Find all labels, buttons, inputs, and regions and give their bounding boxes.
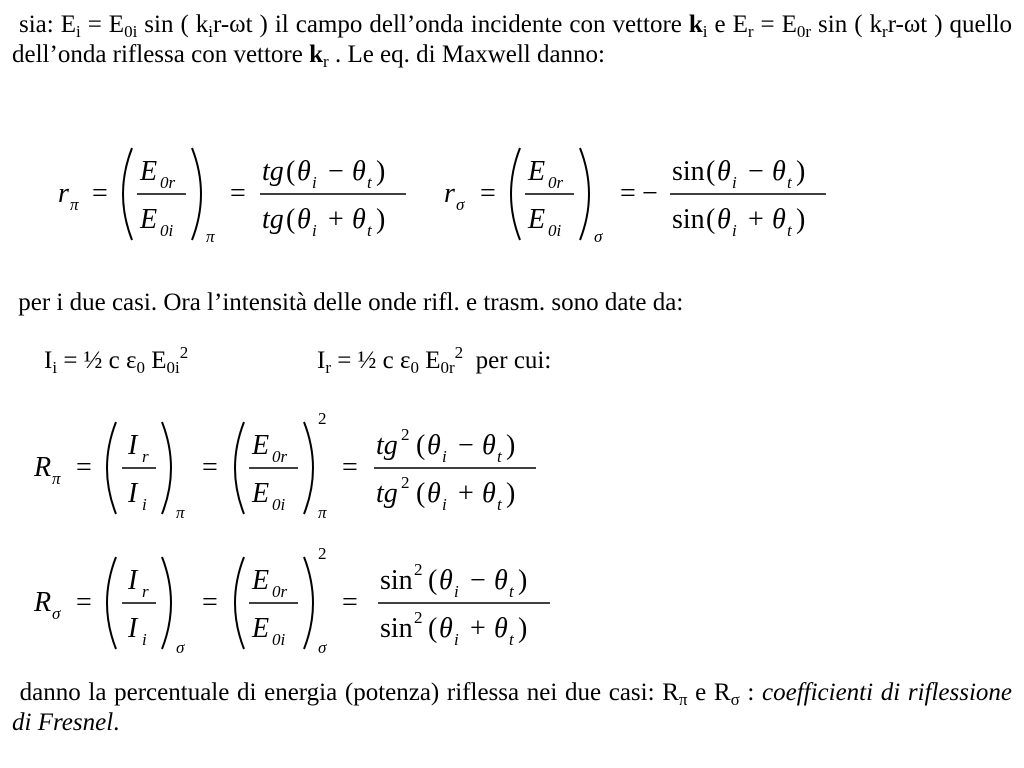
symbol-E: E [140,156,158,187]
theta: θ [297,156,311,187]
subscript-sigma: σ [52,604,61,623]
theta: θ [427,478,441,509]
symbol-R: R [34,452,52,483]
subscript: π [678,690,688,709]
paren: ) [518,565,528,596]
subscript-0i: 0i [272,495,286,514]
subscript-i: i [442,447,447,466]
subscript: r [882,22,888,41]
intro-text: sin ( k [137,11,209,38]
conclusion-text: : [739,679,755,706]
right-paren [162,422,171,514]
intro-text: e E [707,11,748,38]
sin-function: sin [380,613,413,644]
tg-function: tg [376,478,398,509]
subscript-i: i [454,582,459,601]
subscript: 0r [796,22,812,41]
subscript-r: r [142,447,149,466]
superscript-2: 2 [401,425,410,444]
subscript: r [323,52,329,71]
symbol-I: I [128,565,138,596]
symbol-r: r [444,178,455,209]
subscript-0i: 0i [272,630,286,649]
theta: θ [717,204,731,235]
subscript-i: i [142,630,147,649]
plus-sign: + [470,613,486,644]
symbol-E: E [528,156,546,187]
superscript: 2 [454,343,464,362]
subscript-t: t [509,630,514,649]
subscript-sigma: σ [176,638,185,657]
theta: θ [427,430,441,461]
intro-text: sin ( k [811,11,883,38]
subscript: 0i [124,22,138,41]
intensity-intro-text: per i due casi. Ora l’intensità delle onde rifl. e trasm. sono date da: [18,289,684,316]
left-paren [107,422,116,514]
subscript: i [702,22,708,41]
expr: = ½ c ε [331,347,411,374]
subscript: 0i [166,358,180,377]
vector-k: k [688,11,703,38]
paren: ) [376,204,386,235]
equals-sign: = [620,178,636,209]
intro-text: r-ωt ) il campo dell’onda incidente con vettore [213,11,689,38]
intro-text: sia: E [19,11,76,38]
plus-sign: + [328,204,344,235]
symbol-E: E [140,204,158,235]
paren: ( [428,613,438,644]
theta: θ [494,613,508,644]
right-paren [162,557,171,649]
symbol-E: E [252,478,270,509]
left-paren [123,148,132,240]
subscript-pi: π [318,503,327,522]
subscript-i: i [312,173,317,192]
subscript-pi: π [176,503,185,522]
subscript-i: i [454,630,459,649]
subscript-i: i [442,495,447,514]
superscript-2: 2 [414,608,423,627]
plus-sign: + [748,204,764,235]
tg-function: tg [262,204,284,235]
paren: ( [416,478,426,509]
minus-sign: − [748,156,764,187]
subscript-r: r [142,582,149,601]
symbol-E: E [252,613,270,644]
equals-sign: = [202,452,218,483]
paren: ) [506,430,516,461]
subscript-i: i [732,173,737,192]
intro-text: . Le eq. di Maxwell danno: [328,41,606,68]
intro-paragraph [12,10,1012,70]
symbol-I: I [128,478,138,509]
symbol-I: I [44,347,53,374]
subscript: r [747,22,754,41]
paren: ) [506,478,516,509]
subscript-0r: 0r [272,447,288,466]
paren: ) [376,156,386,187]
subscript: i [52,358,58,377]
sin-function: sin [672,156,705,187]
theta: θ [772,204,786,235]
right-paren [304,557,313,649]
theta: θ [352,204,366,235]
right-paren [192,148,201,240]
subscript: σ [730,690,740,709]
intensity-intro [12,288,683,318]
subscript-t: t [497,495,502,514]
reflectance-pi-formula [30,410,570,530]
paren: ( [416,430,426,461]
sin-function: sin [672,204,705,235]
subscript-t: t [497,447,502,466]
subscript-sigma: σ [318,638,327,657]
intro-text: = E [753,11,797,38]
minus-sign: − [458,430,474,461]
conclusion-text: e R [687,679,731,706]
theta: θ [482,430,496,461]
subscript-t: t [787,173,792,192]
subscript-0r: 0r [548,173,564,192]
symbol-I: I [128,430,138,461]
subscript-t: t [367,173,372,192]
intro-text: = E [80,11,125,38]
superscript-2: 2 [414,560,423,579]
expr: per cui: [463,347,552,374]
expr: E [145,347,167,374]
subscript: i [75,22,81,41]
minus-sign: − [642,178,658,209]
left-paren [107,557,116,649]
paren: ( [706,204,716,235]
subscript-t: t [509,582,514,601]
superscript-2: 2 [401,473,410,492]
reflectance-sigma-formula [30,545,590,665]
subscript-pi: π [52,469,61,488]
subscript-i: i [732,221,737,240]
theta: θ [352,156,366,187]
incident-intensity [44,343,189,377]
left-paren [235,557,244,649]
intro-text: r-ωt ) quello dell’onda riflessa con vettore [12,11,1013,68]
symbol-E: E [528,204,546,235]
symbol-R: R [34,587,52,618]
theta: θ [297,204,311,235]
equals-sign: = [230,178,246,209]
theta: θ [439,613,453,644]
paren: ) [796,156,806,187]
superscript-2: 2 [318,410,327,428]
subscript-sigma: σ [456,195,465,214]
subscript-t: t [367,221,372,240]
subscript-sigma: σ [594,227,603,246]
subscript-0r: 0r [272,582,288,601]
symbol-I: I [317,347,326,374]
theta: θ [494,565,508,596]
left-paren [235,422,244,514]
paren: ) [796,204,806,235]
conclusion-text: . [113,709,120,736]
theta: θ [717,156,731,187]
subscript: 0 [410,358,419,377]
subscript: i [208,22,214,41]
left-paren [511,148,520,240]
expr: = ½ c ε [57,347,137,374]
paren: ( [286,156,296,187]
vector-k: k [309,41,324,68]
subscript-pi: π [206,227,215,246]
tg-function: tg [376,430,398,461]
plus-sign: + [458,478,474,509]
paren: ) [518,613,528,644]
theta: θ [482,478,496,509]
right-paren [580,148,589,240]
conclusion-paragraph [12,678,1012,738]
reflected-intensity [317,343,552,377]
subscript: 0r [440,358,455,377]
subscript-0i: 0i [160,221,174,240]
paren: ( [286,204,296,235]
symbol-r: r [58,178,69,209]
minus-sign: − [470,565,486,596]
subscript-i: i [142,495,147,514]
paren: ( [706,156,716,187]
subscript-t: t [787,221,792,240]
subscript: 0 [136,358,146,377]
superscript: 2 [179,343,189,362]
equals-sign: = [76,587,92,618]
subscript-i: i [312,221,317,240]
sin-function: sin [380,565,413,596]
paren: ( [428,565,438,596]
symbol-E: E [252,430,270,461]
equals-sign: = [342,452,358,483]
right-paren [304,422,313,514]
equals-sign: = [92,178,108,209]
equals-sign: = [202,587,218,618]
equals-sign: = [76,452,92,483]
subscript: r [325,358,331,377]
expr: E [418,347,441,374]
tg-function: tg [262,156,284,187]
minus-sign: − [328,156,344,187]
subscript-0r: 0r [160,173,176,192]
subscript-0i: 0i [548,221,562,240]
equals-sign: = [480,178,496,209]
symbol-I: I [128,613,138,644]
conclusion-text: danno la percentuale di energia (potenza) riflessa nei due casi: R [19,679,679,706]
theta: θ [772,156,786,187]
symbol-E: E [252,565,270,596]
fresnel-amplitude-formulas [40,140,860,250]
subscript-pi: π [70,195,79,214]
theta: θ [439,565,453,596]
fresnel-coefficients-term: coefficienti di riflessione di Fresnel [12,679,1013,736]
equals-sign: = [342,587,358,618]
superscript-2: 2 [318,545,327,563]
